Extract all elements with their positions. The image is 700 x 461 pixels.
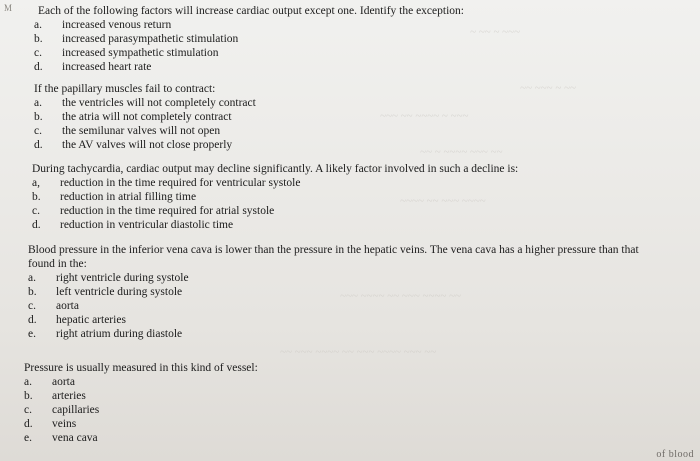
option-b: b. arteries [24,390,86,402]
question-3 [32,162,518,232]
show-through-text: ~~ ~~~ ~ ~~ [520,82,576,94]
option-a: a, reduction in the time required for ventricular systole [32,177,301,189]
option-d: d. increased heart rate [34,61,152,73]
question-5 [24,361,258,445]
option-a: a. aorta [24,376,75,388]
show-through-text: ~~~~ ~~ ~~~ ~~~~ [400,195,486,207]
option-b: b. reduction in atrial filling time [32,191,197,203]
question-stem: During tachycardia, cardiac output may decline significantly. A likely factor involved in such a decline is: [32,163,519,175]
show-through-text: ~~ ~~~ ~~~~ ~~ ~~~ ~~~~ ~~~ ~~ [280,346,437,358]
option-c: c. the semilunar valves will not open [34,125,221,137]
show-through-text: ~~~ ~~~~ ~~ ~~~ ~~~~ ~~ [340,290,461,302]
question-stem: Blood pressure in the inferior vena cava is lower than the pressure in the hepatic veins. The vena cava has a higher pressure than that found in the: [28,244,639,270]
option-d: d. veins [24,418,77,430]
question-2 [34,82,256,152]
option-a: a. the ventricles will not completely contract [34,97,256,109]
show-through-text: ~~ ~ ~~~~ ~~~ ~~ [420,146,503,158]
option-a: a. right ventricle during systole [28,272,189,284]
option-e: e. vena cava [24,432,98,444]
question-4 [28,243,660,341]
option-b: b. the atria will not completely contract [34,111,232,123]
option-a: a. increased venous return [34,19,172,31]
question-stem: If the papillary muscles fail to contract: [34,83,216,95]
question-stem: Pressure is usually measured in this kind of vessel: [24,362,258,374]
option-c: c. increased sympathetic stimulation [34,47,219,59]
option-c: c. aorta [28,300,79,312]
cut-off-footer-text: of blood [656,449,694,460]
question-1 [34,4,464,74]
option-b: b. left ventricle during systole [28,286,183,298]
option-d: d. hepatic arteries [28,314,126,326]
option-b: b. increased parasympathetic stimulation [34,33,239,45]
page-corner-mark: M [4,3,13,13]
option-e: e. right atrium during diastole [28,328,183,340]
show-through-text: ~~~ ~~ ~~~~ ~ ~~~ [380,110,469,122]
option-d: d. the AV valves will not close properly [34,139,233,151]
show-through-text: ~ ~~ ~ ~~~ [470,26,520,38]
question-stem: Each of the following factors will increase cardiac output except one. Identify the exception: [38,5,464,17]
option-d: d. reduction in ventricular diastolic time [32,219,234,231]
option-c: c. reduction in the time required for atrial systole [32,205,275,217]
option-c: c. capillaries [24,404,100,416]
